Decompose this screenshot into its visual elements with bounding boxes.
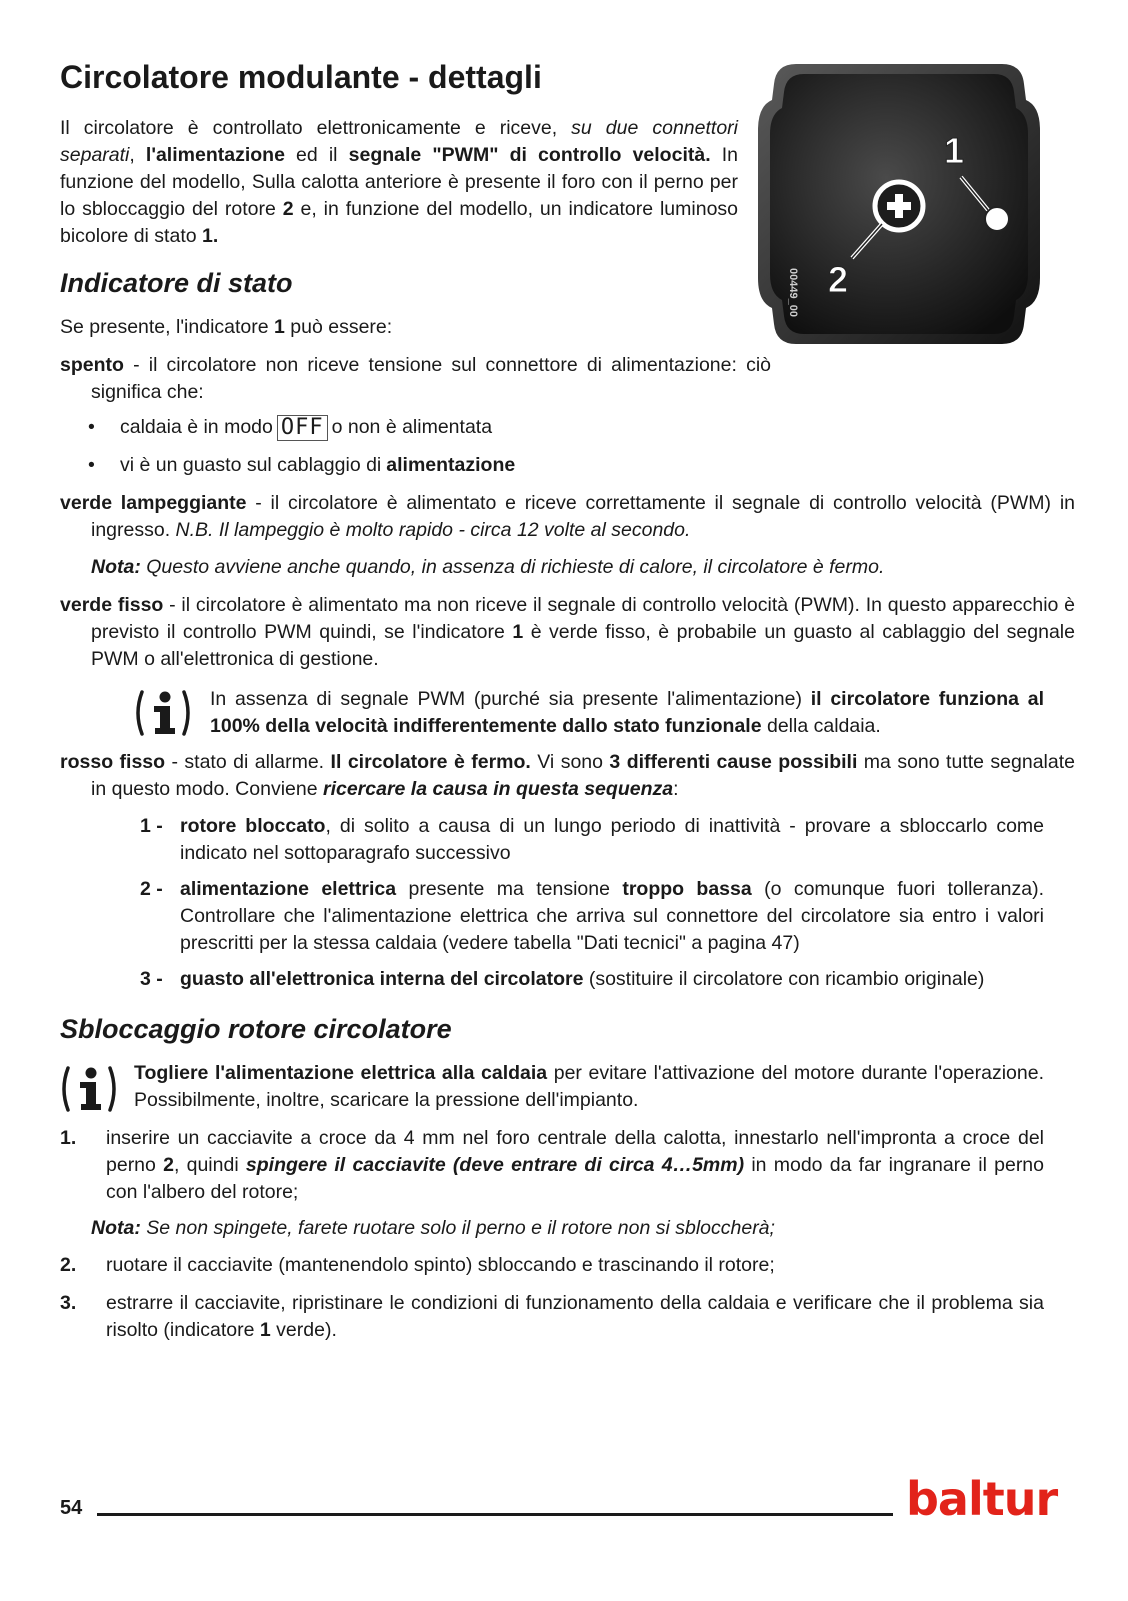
status-desc-bold: 1 bbox=[512, 621, 524, 643]
bullet-dot: • bbox=[88, 454, 95, 476]
intro-text: , bbox=[129, 144, 146, 166]
info-bold: il circolatore funziona al 100% della velocità indifferentemente dallo stato funzionale bbox=[210, 688, 1044, 737]
intro-bold: 1. bbox=[202, 225, 219, 247]
step-desc: in modo da far ingranare il perno con l'albero del rotore; bbox=[106, 1154, 1044, 1203]
list-item bbox=[88, 414, 492, 441]
step-item bbox=[60, 1125, 1044, 1206]
cause-text bbox=[180, 966, 1044, 993]
bullet-text: caldaia è in modo bbox=[120, 416, 273, 438]
info-note-power-off bbox=[134, 1060, 1044, 1114]
status-green-fixed bbox=[60, 592, 1075, 673]
footer-rule bbox=[97, 1513, 893, 1516]
cause-bold: guasto all'elettronica interna del circolatore bbox=[180, 968, 584, 990]
status-intro-text: Se presente, l'indicatore bbox=[60, 316, 275, 338]
status-desc: - il circolatore è alimentato ma non riceve il segnale di controllo velocità (PWM). In questo apparecchio è previsto il controllo PWM quindi, se l'indicatore bbox=[91, 594, 1075, 643]
step-text: ruotare il cacciavite (mantenendolo spinto) sbloccando e trascinando il rotore; bbox=[106, 1254, 775, 1276]
cause-desc: presente ma tensione bbox=[396, 878, 623, 900]
bullet-bold: alimentazione bbox=[386, 454, 516, 476]
intro-text: ed il bbox=[284, 144, 349, 166]
step-bolditalic: spingere il cacciavite (deve entrare di circa 4…5mm) bbox=[245, 1154, 745, 1176]
step-bold: 1 bbox=[259, 1319, 271, 1341]
info-icon bbox=[58, 1064, 120, 1114]
info-icon bbox=[132, 688, 194, 738]
cause-text bbox=[180, 813, 1044, 867]
step-number: 2. bbox=[60, 1254, 77, 1276]
note-text: Questo avviene anche quando, in assenza di richieste di calore, il circolatore è fermo. bbox=[140, 556, 885, 578]
cause-desc: , di solito a causa di un lungo periodo di inattività - provare a sbloccarlo come indicato nel sottoparagrafo successivo bbox=[180, 815, 1045, 864]
intro-text: e, in funzione del modello, un indicatore luminoso bicolore di stato bbox=[60, 198, 739, 247]
status-desc: - il circolatore è alimentato e riceve correttamente il segnale di controllo velocità (PWM) in ingresso. bbox=[91, 492, 1075, 541]
step-item bbox=[60, 1290, 1044, 1344]
step-number: 1. bbox=[60, 1127, 77, 1149]
list-item bbox=[88, 452, 515, 479]
bullet-dot: • bbox=[88, 416, 95, 438]
intro-text: In funzione del modello, Sulla calotta anteriore è presente il foro con il perno per lo sbloccaggio del rotore bbox=[60, 144, 738, 220]
status-desc-bold: 3 differenti cause possibili bbox=[609, 751, 858, 773]
step-desc: inserire un cacciavite a croce da 4 mm nel foro centrale della calotta, innestarlo nell'impronta a croce del perno bbox=[106, 1127, 1044, 1176]
unlock-note bbox=[60, 1215, 1075, 1242]
step-desc: verde). bbox=[270, 1319, 337, 1341]
cause-text bbox=[180, 876, 1044, 957]
step-bold: 2 bbox=[163, 1154, 174, 1176]
status-term: verde lampeggiante bbox=[60, 492, 247, 514]
status-intro-text: può essere: bbox=[284, 316, 393, 338]
step-text bbox=[106, 1125, 1044, 1206]
page-number: 54 bbox=[60, 1497, 83, 1519]
status-desc-bolditalic: ricercare la causa in questa sequenza bbox=[322, 778, 674, 800]
info-text: In assenza di segnale PWM (purché sia presente l'alimentazione) bbox=[210, 688, 811, 710]
intro-bold: 2 bbox=[282, 198, 294, 220]
status-green-blink bbox=[60, 490, 1075, 544]
cause-item bbox=[140, 813, 1044, 867]
status-desc: - il circolatore non riceve tensione sul connettore di alimentazione: ciò significa che: bbox=[91, 354, 771, 403]
cause-item bbox=[140, 966, 1044, 993]
info-text: per evitare l'attivazione del motore durante l'operazione. Possibilmente, inoltre, scaricare la pressione dell'impianto. bbox=[134, 1062, 1044, 1111]
status-term: spento bbox=[60, 354, 124, 376]
status-term: rosso fisso bbox=[60, 751, 166, 773]
info-text: della caldaia. bbox=[761, 715, 881, 737]
status-desc: : bbox=[673, 778, 679, 800]
note-text: Se non spingete, farete ruotare solo il perno e il rotore non si sbloccherà; bbox=[140, 1217, 775, 1239]
section-heading-status: Indicatore di stato bbox=[60, 268, 293, 298]
intro-bold: l'alimentazione bbox=[145, 144, 285, 166]
step-item bbox=[60, 1252, 1044, 1279]
status-off bbox=[60, 352, 771, 406]
step-text bbox=[106, 1290, 1044, 1344]
step-number: 3. bbox=[60, 1292, 77, 1314]
intro-italic: su due connettori separati bbox=[60, 117, 738, 166]
intro-paragraph bbox=[60, 115, 738, 250]
step-desc: , quindi bbox=[173, 1154, 246, 1176]
status-desc-italic: N.B. Il lampeggio è molto rapido - circa 12 volte al secondo. bbox=[175, 519, 691, 541]
status-desc: è verde fisso, è probabile un guasto al cablaggio del segnale PWM o all'elettronica di gestione. bbox=[91, 621, 1075, 670]
status-intro bbox=[60, 314, 392, 341]
bullet-text: o non è alimentata bbox=[331, 416, 493, 438]
page-title: Circolatore modulante - dettagli bbox=[60, 59, 542, 95]
cause-item bbox=[140, 876, 1044, 957]
brand-logo: baltur bbox=[906, 1472, 1058, 1526]
bullet-text: vi è un guasto sul cablaggio di bbox=[120, 454, 382, 476]
figure-label-1: 1 bbox=[944, 130, 965, 171]
figure-label-2: 2 bbox=[828, 259, 849, 300]
cause-bold: rotore bloccato bbox=[180, 815, 326, 837]
info-note-pwm bbox=[210, 686, 1044, 740]
pump-cover-image bbox=[756, 60, 1042, 348]
cause-number: 1 - bbox=[140, 815, 163, 837]
cause-bold: troppo bassa bbox=[622, 878, 752, 900]
step-desc: estrarre il cacciavite, ripristinare le condizioni di funzionamento della caldaia e verificare che il problema sia risolto (indicatore bbox=[106, 1292, 1044, 1341]
cause-desc: (sostituire il circolatore con ricambio originale) bbox=[583, 968, 985, 990]
status-red-fixed bbox=[60, 749, 1075, 803]
status-term: verde fisso bbox=[60, 594, 164, 616]
status-desc: ma sono tutte segnalate in questo modo. Conviene bbox=[91, 751, 1075, 800]
status-note bbox=[60, 554, 1075, 581]
off-display-glyph: OFF bbox=[277, 415, 328, 441]
note-label: Nota: bbox=[91, 556, 141, 578]
cause-bold: alimentazione elettrica bbox=[180, 878, 397, 900]
plus-icon bbox=[875, 182, 923, 230]
status-desc: Vi sono bbox=[530, 751, 610, 773]
section-heading-unlock: Sbloccaggio rotore circolatore bbox=[60, 1014, 452, 1044]
cause-desc: (o comunque fuori tolleranza). Controllare che l'alimentazione elettrica che arriva sul connettore del circolatore sia entro i valori prescritti per la stessa caldaia (vedere tabella "Dati tecnici" a pagina 47) bbox=[180, 878, 1045, 954]
status-desc-bold: Il circolatore è fermo. bbox=[330, 751, 531, 773]
cause-number: 3 - bbox=[140, 968, 163, 990]
intro-bold: segnale "PWM" di controllo velocità. bbox=[348, 144, 711, 166]
status-intro-bold: 1 bbox=[274, 316, 285, 338]
note-label: Nota: bbox=[91, 1217, 141, 1239]
figure-code: 00449_00 bbox=[787, 268, 799, 317]
info-bold: Togliere l'alimentazione elettrica alla caldaia bbox=[134, 1062, 548, 1084]
cause-number: 2 - bbox=[140, 878, 163, 900]
intro-text: Il circolatore è controllato elettronicamente e riceve, bbox=[60, 117, 572, 139]
status-desc: - stato di allarme. bbox=[165, 751, 331, 773]
pump-cover-figure bbox=[756, 60, 1042, 348]
